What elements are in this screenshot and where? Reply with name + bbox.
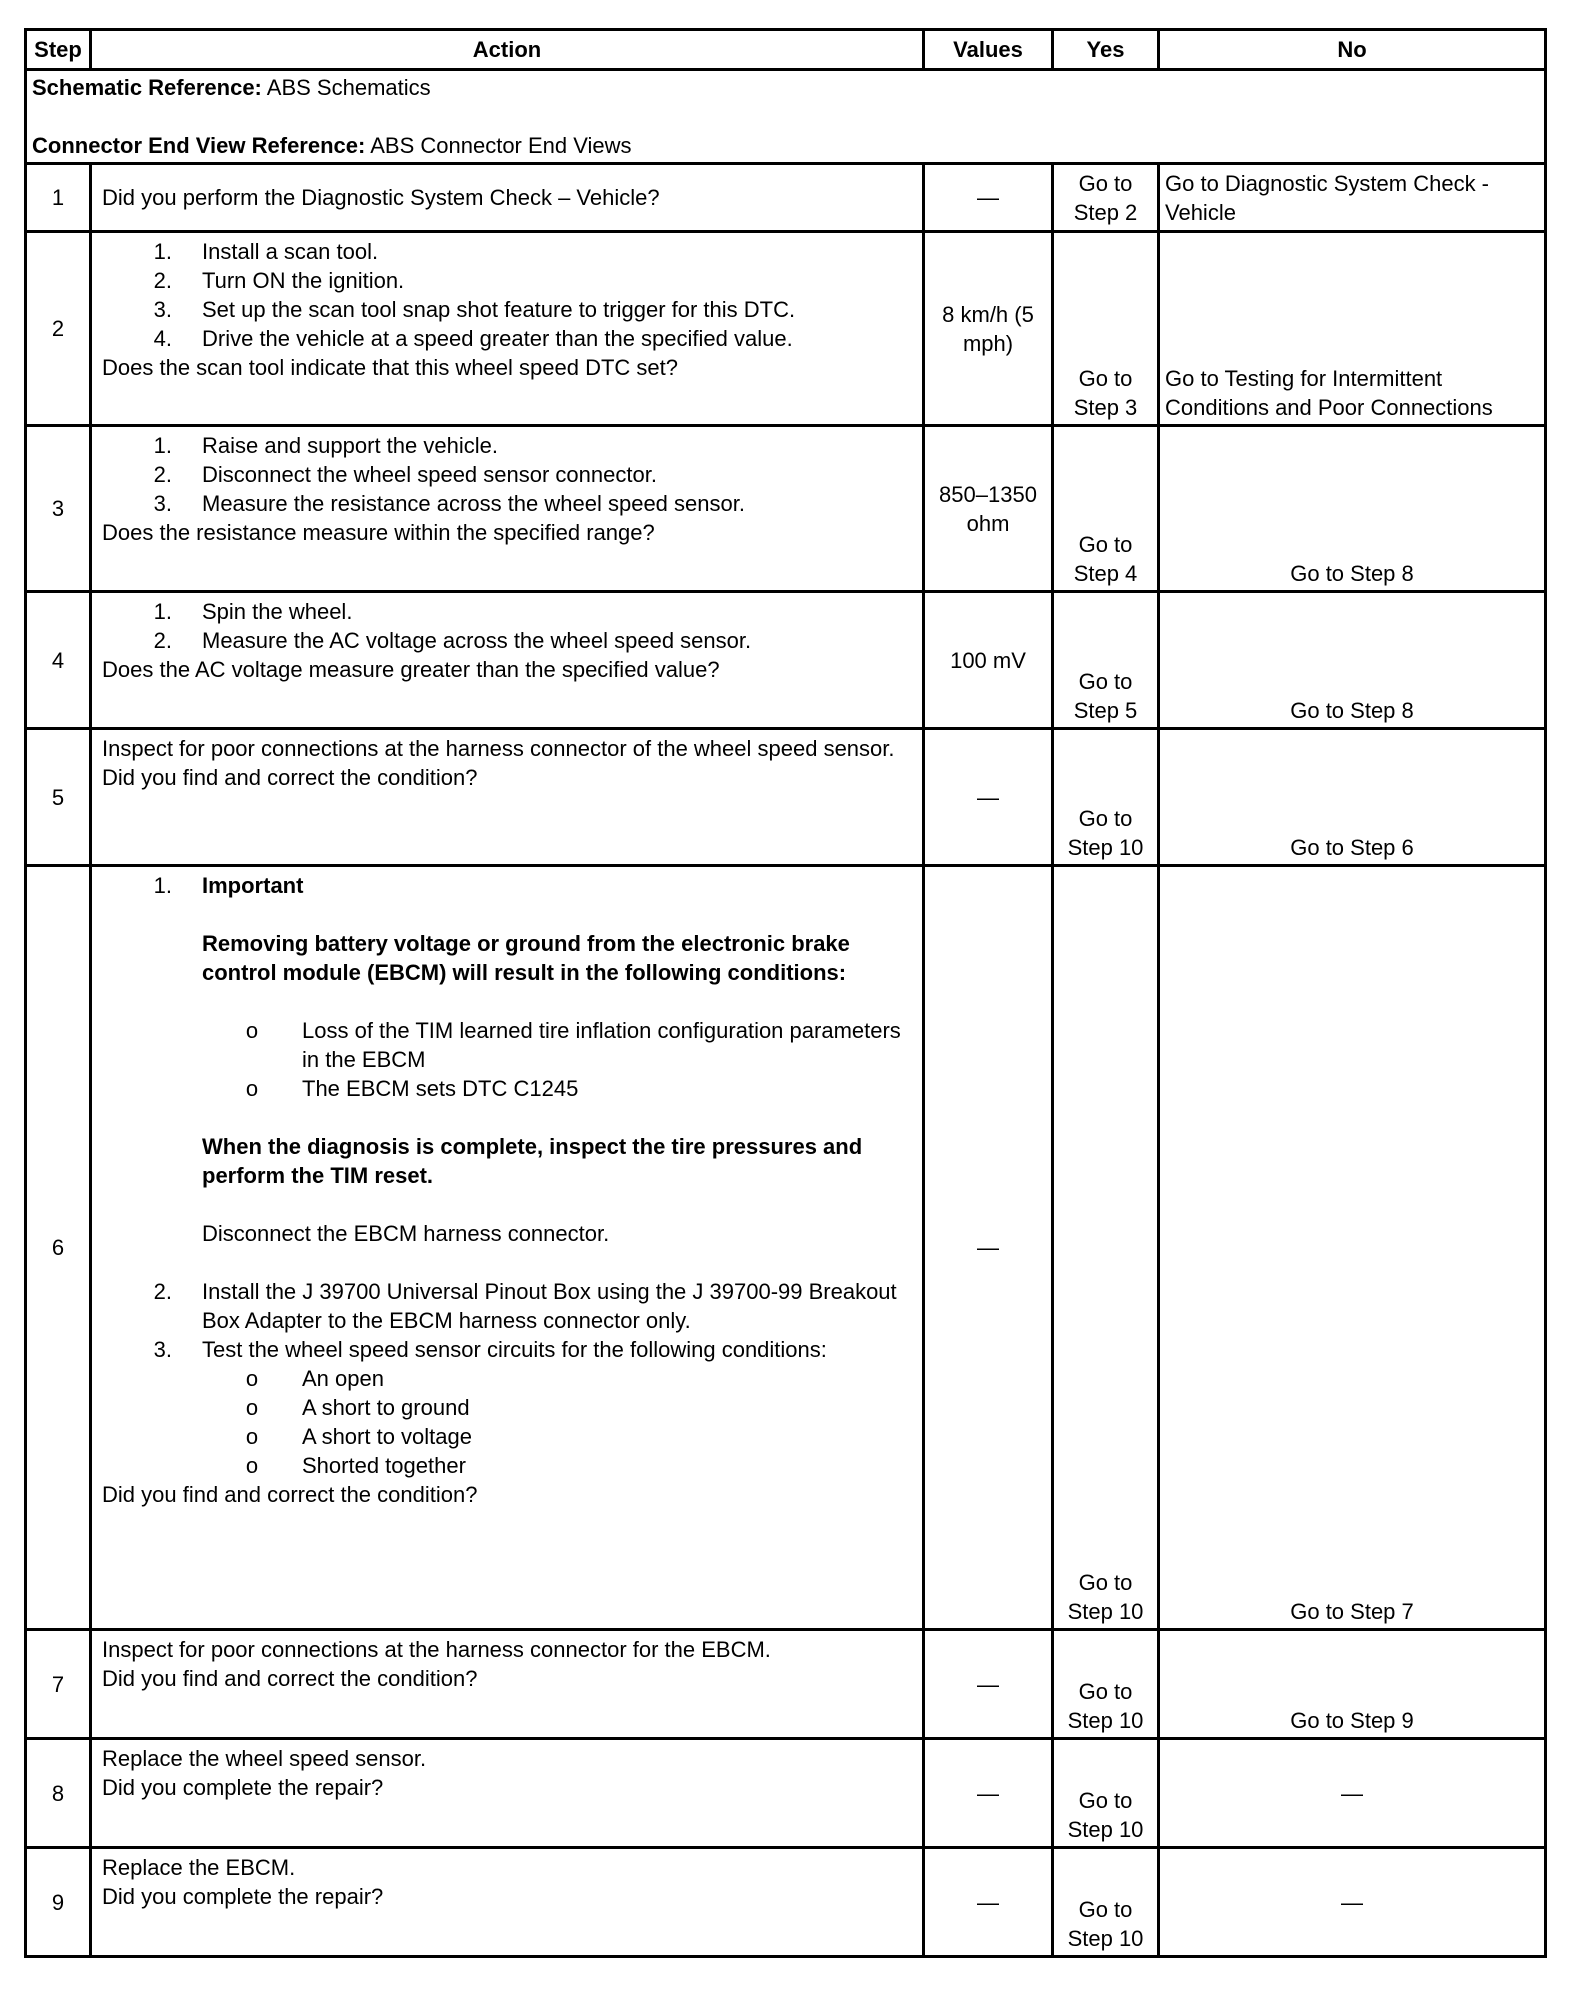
diagnostic-table (24, 28, 1547, 1958)
step-number: 2 (26, 232, 91, 426)
yes-cell: Go to Step 10 (1053, 1630, 1159, 1739)
step-row-7 (26, 1630, 1546, 1739)
yes-cell: Go to Step 5 (1053, 592, 1159, 729)
schematic-reference-value: ABS Schematics (261, 75, 431, 100)
list-item: 3. Set up the scan tool snap shot feature to trigger for this DTC. (153, 297, 796, 322)
values-cell: — (924, 1848, 1053, 1957)
list-item: 2. Turn ON the ignition. (153, 268, 405, 293)
schematic-reference-label: Schematic Reference: (32, 75, 262, 100)
header-no: No (1159, 30, 1546, 70)
list-item: o A short to ground (245, 1395, 470, 1420)
step-row-2 (26, 232, 1546, 426)
list-item: o Loss of the TIM learned tire inflation configuration parameters in the EBCM (245, 1018, 901, 1072)
instruction-text: Inspect for poor connections at the harness connector for the EBCM. (102, 1637, 771, 1662)
action-cell (91, 1848, 924, 1957)
values-cell: 100 mV (924, 592, 1053, 729)
step-number: 1 (26, 164, 91, 232)
step-row-1 (26, 164, 1546, 232)
question: Did you find and correct the condition? (102, 1482, 478, 1507)
instruction-text: Replace the EBCM. (102, 1855, 296, 1880)
important-label: Important (202, 873, 304, 898)
no-cell: Go to Step 8 (1159, 426, 1546, 592)
values-cell: — (924, 1739, 1053, 1848)
yes-cell: Go to Step 10 (1053, 729, 1159, 866)
action-cell (91, 164, 924, 232)
action-cell (91, 1630, 924, 1739)
list-item: 3. Measure the resistance across the wheel speed sensor. (153, 491, 745, 516)
list-item: o Shorted together (245, 1453, 466, 1478)
bullet-list (102, 1016, 912, 1103)
question: Does the scan tool indicate that this wheel speed DTC set? (102, 355, 678, 380)
bullet-list (102, 1364, 912, 1480)
connector-reference (32, 131, 1539, 160)
step-number: 4 (26, 592, 91, 729)
reference-row (26, 70, 1546, 164)
values-cell: — (924, 1630, 1053, 1739)
no-cell: — (1159, 1848, 1546, 1957)
step-row-4 (26, 592, 1546, 729)
list-item: 1. Raise and support the vehicle. (153, 433, 498, 458)
no-cell: Go to Testing for Intermittent Conditions and Poor Connections (1159, 232, 1546, 426)
list-item: o An open (245, 1366, 384, 1391)
warning-text: Removing battery voltage or ground from the electronic brake control module (EBCM) will result in the following conditions: (202, 931, 850, 985)
instruction-text: Inspect for poor connections at the harness connector of the wheel speed sensor. (102, 736, 895, 761)
header-values: Values (924, 30, 1053, 70)
action-cell (91, 729, 924, 866)
list-item: 2. Disconnect the wheel speed sensor connector. (153, 462, 657, 487)
yes-cell: Go to Step 10 (1053, 1848, 1159, 1957)
question: Did you find and correct the condition? (102, 765, 478, 790)
question: Does the resistance measure within the specified range? (102, 520, 655, 545)
disconnect-text: Disconnect the EBCM harness connector. (202, 1221, 610, 1246)
yes-cell: Go to Step 3 (1053, 232, 1159, 426)
yes-cell: Go to Step 2 (1053, 164, 1159, 232)
list-item: 2. Install the J 39700 Universal Pinout Box using the J 39700-99 Breakout Box Adapter to the EBCM harness connector only. (153, 1279, 897, 1333)
list-item: o The EBCM sets DTC C1245 (245, 1076, 579, 1101)
list-item: 1. Important Removing battery voltage or ground from the electronic brake control module (EBCM) will result in the following conditions: o Loss of the TIM learned tire inflation configuration parameters in the EBCM o The EBCM sets DTC C1245 When the diagnosis is complete, inspect the tire pressures and perform the TIM reset. Disconnect the EBCM harness connector. (102, 871, 912, 1277)
action-cell (91, 592, 924, 729)
question: Did you complete the repair? (102, 1884, 384, 1909)
question: Did you perform the Diagnostic System Check – Vehicle? (102, 185, 660, 210)
header-action: Action (91, 30, 924, 70)
reference-cell (26, 70, 1546, 164)
list-item: 1. Install a scan tool. (153, 239, 379, 264)
yes-cell: Go to Step 10 (1053, 866, 1159, 1630)
step-row-9 (26, 1848, 1546, 1957)
step-number: 3 (26, 426, 91, 592)
numbered-list (102, 237, 912, 353)
action-cell (91, 232, 924, 426)
reset-note: When the diagnosis is complete, inspect the tire pressures and perform the TIM reset. (202, 1134, 863, 1188)
action-cell (91, 866, 924, 1630)
no-cell: Go to Step 8 (1159, 592, 1546, 729)
step-number: 8 (26, 1739, 91, 1848)
step-number: 6 (26, 866, 91, 1630)
no-cell: Go to Step 9 (1159, 1630, 1546, 1739)
step-row-8 (26, 1739, 1546, 1848)
list-item: o A short to voltage (245, 1424, 472, 1449)
instruction-text: Replace the wheel speed sensor. (102, 1746, 427, 1771)
values-cell: 850–1350 ohm (924, 426, 1053, 592)
no-cell: Go to Step 6 (1159, 729, 1546, 866)
no-cell: — (1159, 1739, 1546, 1848)
yes-cell: Go to Step 10 (1053, 1739, 1159, 1848)
no-cell: Go to Diagnostic System Check - Vehicle (1159, 164, 1546, 232)
action-cell (91, 426, 924, 592)
step-row-5 (26, 729, 1546, 866)
schematic-reference (32, 73, 1539, 102)
header-row (26, 30, 1546, 70)
numbered-list (102, 871, 912, 1480)
connector-reference-value: ABS Connector End Views (365, 133, 632, 158)
step-number: 5 (26, 729, 91, 866)
no-cell: Go to Step 7 (1159, 866, 1546, 1630)
values-cell: 8 km/h (5 mph) (924, 232, 1053, 426)
values-cell: — (924, 164, 1053, 232)
action-cell (91, 1739, 924, 1848)
list-item: 2. Measure the AC voltage across the wheel speed sensor. (153, 628, 752, 653)
connector-reference-label: Connector End View Reference: (32, 133, 366, 158)
list-item: 1. Spin the wheel. (153, 599, 353, 624)
numbered-list (102, 431, 912, 518)
values-cell: — (924, 866, 1053, 1630)
header-yes: Yes (1053, 30, 1159, 70)
numbered-list (102, 597, 912, 655)
question: Does the AC voltage measure greater than the specified value? (102, 657, 720, 682)
question: Did you find and correct the condition? (102, 1666, 478, 1691)
question: Did you complete the repair? (102, 1775, 384, 1800)
list-item: 4. Drive the vehicle at a speed greater than the specified value. (153, 326, 793, 351)
list-item: 3. Test the wheel speed sensor circuits for the following conditions: o An open o A short to ground o A short to voltage o Shorted together (102, 1335, 912, 1480)
step-row-3 (26, 426, 1546, 592)
yes-cell: Go to Step 4 (1053, 426, 1159, 592)
step-number: 9 (26, 1848, 91, 1957)
header-step: Step (26, 30, 91, 70)
step-row-6 (26, 866, 1546, 1630)
step-number: 7 (26, 1630, 91, 1739)
values-cell: — (924, 729, 1053, 866)
